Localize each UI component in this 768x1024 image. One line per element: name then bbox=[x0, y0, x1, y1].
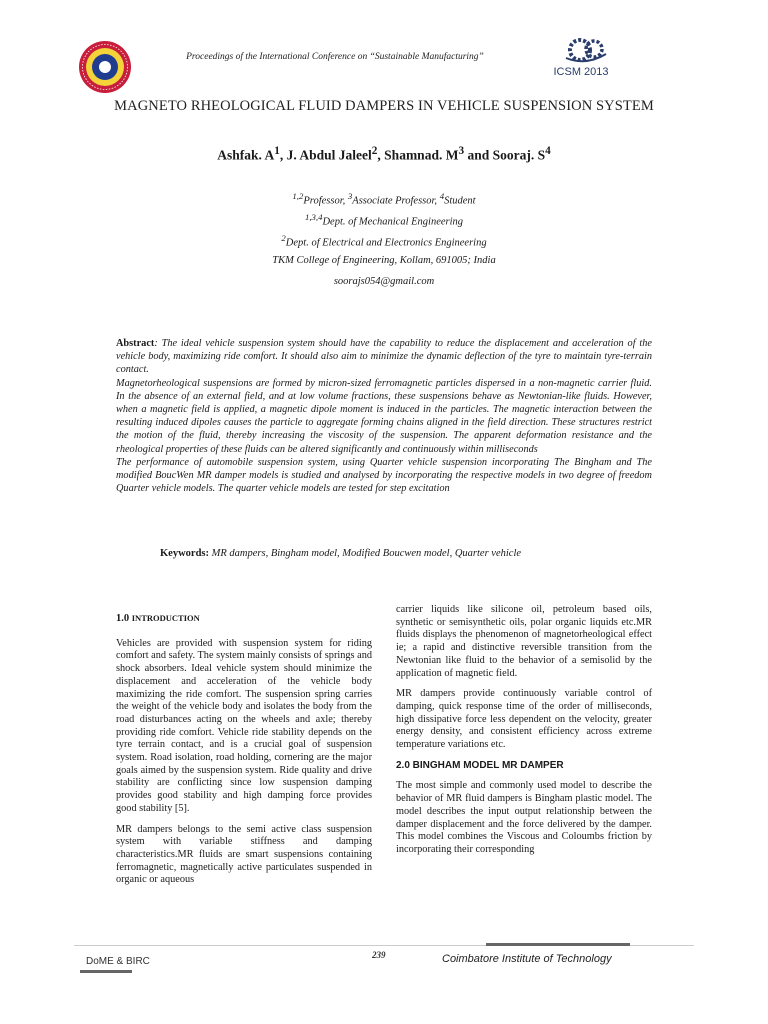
keywords: Keywords: MR dampers, Bingham model, Modified Boucwen model, Quarter vehicle bbox=[160, 548, 522, 559]
section-2-heading: 2.0 BINGHAM MODEL MR DAMPER bbox=[396, 759, 564, 771]
footer-accent-bar-left bbox=[80, 970, 132, 973]
intro-paragraph-2: MR dampers belongs to the semi active class suspension system with variable stiffness and damping characteristics.MR fluids are smart suspensions containing ferromagnetic, magnetically active particulates suspended in organic or aqueous bbox=[116, 823, 372, 886]
affiliation-eee: $^2$Dept. of Electrical and Electronics Engineering bbox=[281, 233, 487, 249]
keywords-label: Keywords: bbox=[160, 548, 209, 559]
left-column bbox=[116, 612, 372, 895]
college-seal-logo bbox=[78, 40, 132, 94]
proceedings-header: Proceedings of the International Conference on “Sustainable Manufacturing” bbox=[186, 52, 484, 62]
affiliation-roles: $^{1,2}$Professor, $^3$Associate Professor, $^4$Student bbox=[292, 191, 476, 207]
footer-institute: Coimbatore Institute of Technology bbox=[442, 953, 612, 965]
abstract-paragraph-2: Magnetorheological suspensions are formed by micron-sized ferromagnetic particles dispersed in a non-magnetic carrier fluid. In the absence of an external field, and at low volume fractions, these suspensions behave as Newtonian-like fluids. However, when a magnetic field is applied, a magnetic dipole moment is induced in the particles. The magnetic interaction between the resulting induced dipoles causes the particle to aggregate forming chains aligned in the field direction. These structures restrict the motion of the fluid, thereby increasing the viscosity of the suspension. The apparent deformation resistance and the rheological properties of these fluids can be altered significantly and continuously within milliseconds bbox=[116, 377, 652, 455]
footer-dept: DoME & BIRC bbox=[86, 956, 150, 967]
affiliation-college: TKM College of Engineering, Kollam, 691005; India bbox=[272, 255, 496, 266]
section-1-heading: 1.0 INTRODUCTION bbox=[116, 613, 200, 624]
abstract-paragraph-1: Abstract: The ideal vehicle suspension system should have the capability to reduce the displacement and acceleration of the vehicle body, maximizing ride comfort. It should also aim to minimize the dynamic deflection of the tyre to maintain tyre-terrain contact. bbox=[116, 338, 652, 376]
paper-title: MAGNETO RHEOLOGICAL FLUID DAMPERS IN VEHICLE SUSPENSION SYSTEM bbox=[114, 98, 654, 114]
abstract-paragraph-3: The performance of automobile suspension system, using Quarter vehicle suspension incorporating The Bingham and The modified BoucWen MR damper models is studied and analysed by incorporating the respective models in two degree of freedom Quarter vehicle models. The quarter vehicle models are tested for step excitation bbox=[116, 456, 652, 495]
right-column bbox=[396, 604, 652, 865]
page-number: 239 bbox=[372, 950, 386, 960]
bingham-paragraph: The most simple and commonly used model to describe the behavior of MR fluid dampers is Bingham plastic model. The model describes the input output relationship between the damper displacement and the force delivered by the damper. This model combines the Viscous and Coloumbs friction by incorporating their corresponding bbox=[396, 780, 652, 855]
icsm-logo-text: ICSM 2013 bbox=[553, 66, 609, 78]
author-list: Ashfak. $A^1$, J. Abdul Jaleel$^2$, Shamnad. $M^3$ and Sooraj. $S^4$ bbox=[217, 145, 551, 163]
footer-accent-bar-right bbox=[486, 943, 630, 946]
abstract-label: Abstract bbox=[116, 338, 155, 349]
author-email: soorajs054@gmail.com bbox=[333, 276, 435, 287]
abstract bbox=[116, 337, 652, 495]
right-paragraph-2: MR dampers provide continuously variable control of damping, quick response time of the order of milliseconds, high dissipative force less dependent on the velocity, greater energy density, and consistent efficiency across extreme temperature variations etc. bbox=[396, 688, 652, 751]
right-paragraph-1: carrier liquids like silicone oil, petroleum based oils, synthetic or semisynthetic oils, polar organic liquids etc.MR fluids displays the phenomenon of magnetorheological effect ie; a rapid and distinctive reversible transition from the Newtonian like fluid to the behavior of a semisolid by the application of magnetic field. bbox=[396, 604, 652, 679]
affiliation-mech: $^{1,3,4}$Dept. of Mechanical Engineering bbox=[304, 212, 464, 228]
intro-paragraph-1: Vehicles are provided with suspension system for riding comfort and safety. The system mainly consists of springs and shock absorbers. Ideal vehicle system should minimize the displacement and acceleration of the vehicle body maximizing the ride comfort. The suspension spring carries the weight of the vehicle body and isolates the body from the road disturbances acting on the wheels and axle; thereby providing ride comfort. Vehicle ride stability depends on the tyre terrain contact, and is a crucial goal of suspension system. Road isolation, road holding, cornering are the major goals aimed by the suspension system. Ride quality and drive stability are conflicting since low suspension damping provides good stability and high damping force provides good stability [5]. bbox=[116, 637, 372, 814]
